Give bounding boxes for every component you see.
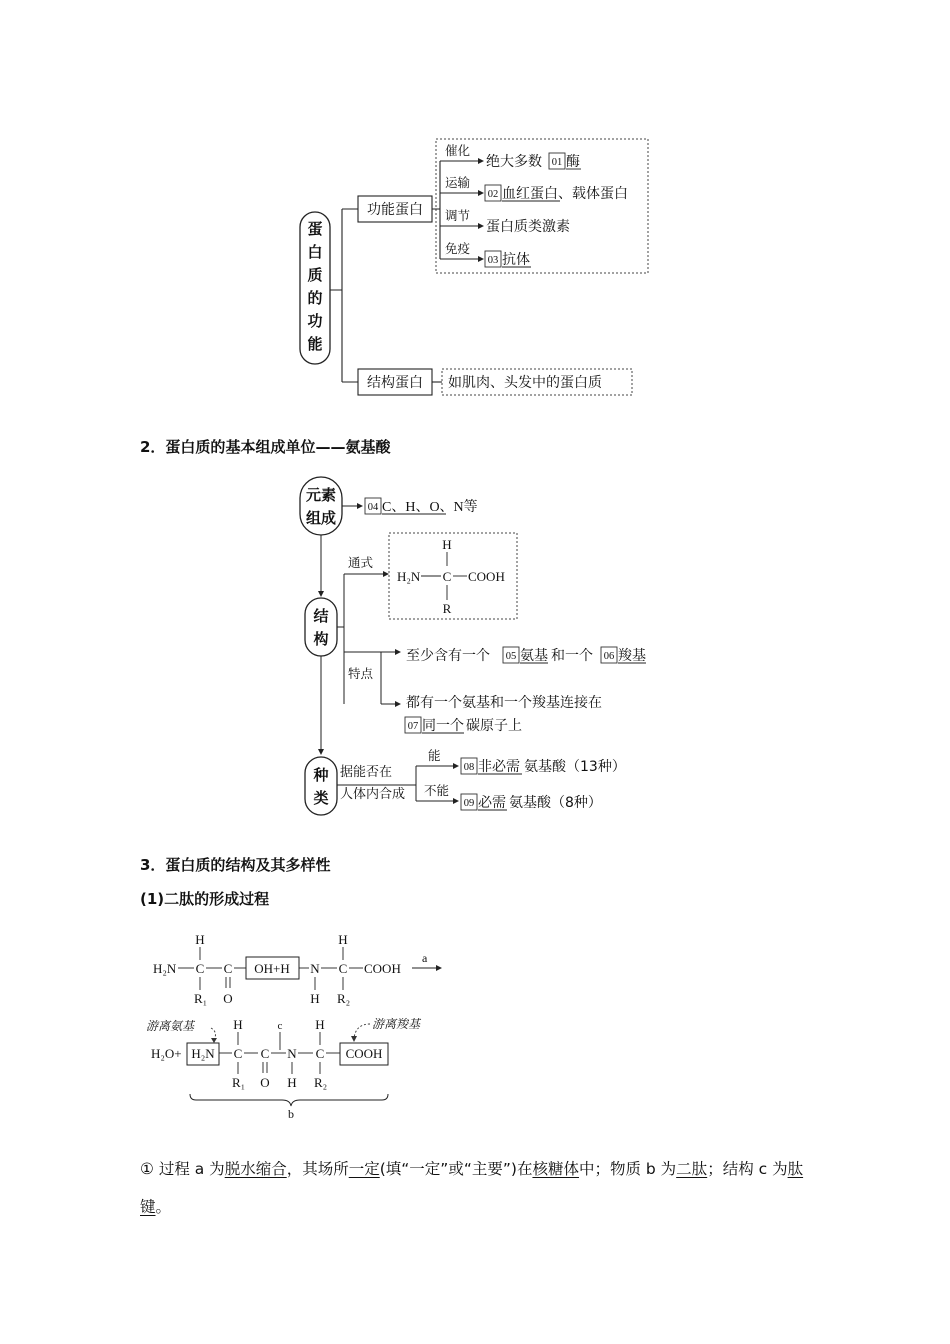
- char2-line1: 都有一个氨基和一个羧基连接在: [406, 695, 602, 711]
- bottom-nh: H: [287, 1075, 297, 1090]
- basis-line1: 据能否在: [340, 765, 393, 780]
- section-3-1-heading: (1)二肽的形成过程: [140, 890, 270, 908]
- formula-carboxyl-group: COOH: [468, 569, 505, 584]
- bottom-amino-box: H₂N: [191, 1046, 215, 1061]
- bottom-o: O: [260, 1075, 270, 1090]
- bottom-r1: R₁: [232, 1075, 246, 1090]
- top-c1: C: [195, 961, 205, 976]
- formula-r-group: R: [442, 601, 452, 616]
- top-amino: H₂N: [153, 961, 177, 976]
- type-label-2: 类: [313, 789, 329, 807]
- formula-central-carbon: C: [442, 569, 452, 584]
- answer-peptide-bond: 肽键: [140, 1160, 804, 1216]
- para-seg-4: 中；物质 b 为: [578, 1160, 677, 1178]
- element-label-1: 元素: [305, 486, 337, 504]
- char1-mid: 和一个: [551, 648, 593, 664]
- bottom-n: N: [287, 1046, 297, 1061]
- branch-text-immunity: 抗体: [502, 252, 530, 268]
- branch-text-catalysis-answer: 酶: [566, 154, 580, 170]
- formula-amino-group: H₂N: [397, 569, 421, 584]
- answer-dehydration: 脱水缩合: [224, 1160, 287, 1178]
- characteristics-label: 特点: [348, 666, 374, 681]
- top-h3: H: [338, 932, 348, 947]
- structural-protein-label: 结构蛋白: [367, 375, 423, 391]
- bottom-r2: R₂: [314, 1075, 328, 1090]
- root-char-4: 功: [307, 312, 323, 330]
- blank-number-06: 06: [603, 651, 615, 662]
- char2-same-one: 同一个: [422, 718, 464, 734]
- bottom-c2: C: [260, 1046, 270, 1061]
- bottom-h1: H: [233, 1017, 243, 1032]
- nonessential-underlined: 非必需: [478, 759, 520, 775]
- answer-ribosome: 核糖体: [532, 1160, 579, 1178]
- section-3-heading: 3．蛋白质的结构及其多样性: [140, 856, 331, 874]
- branch-label-regulation: 调节: [445, 208, 471, 223]
- top-o: O: [223, 991, 233, 1006]
- free-amino-annotation: 游离氨基: [146, 1019, 195, 1033]
- structure-label-1: 结: [313, 607, 329, 625]
- element-label-2: 组成: [305, 509, 337, 527]
- char1-amino: 氨基: [520, 648, 548, 664]
- bottom-water: H₂O+: [151, 1046, 182, 1061]
- answer-certainly: 一定: [348, 1160, 380, 1178]
- char1-carboxyl: 羧基: [618, 648, 646, 664]
- top-r1: R₁: [194, 991, 208, 1006]
- top-water-box: OH+H: [254, 961, 290, 976]
- basis-line2: 人体内合成: [340, 787, 406, 802]
- bottom-carboxyl-box: COOH: [345, 1046, 383, 1061]
- top-r2: R₂: [337, 991, 351, 1006]
- para-seg-6: 。: [155, 1198, 172, 1216]
- element-answer: C、H、O、N等: [382, 500, 478, 515]
- branch-label-catalysis: 催化: [445, 143, 471, 158]
- type-label-1: 种: [313, 766, 329, 784]
- blank-number-09: 09: [463, 798, 475, 809]
- blank-number-05: 05: [505, 651, 517, 662]
- bottom-h2: H: [315, 1017, 325, 1032]
- structure-label-2: 构: [313, 630, 329, 648]
- answer-paragraph: [140, 1150, 820, 1226]
- blank-number-01: 01: [551, 157, 563, 168]
- structural-protein-example: 如肌肉、头发中的蛋白质: [448, 375, 602, 391]
- blank-number-02: 02: [487, 189, 499, 200]
- para-seg-3: (填“一定”或“主要”)在: [379, 1160, 533, 1178]
- cannot-label: 不能: [424, 783, 450, 798]
- can-label: 能: [428, 748, 441, 763]
- branch-label-immunity: 免疫: [445, 241, 471, 256]
- top-n: N: [310, 961, 320, 976]
- blank-number-03: 03: [487, 255, 499, 266]
- top-carboxyl: COOH: [364, 961, 401, 976]
- char1-pre: 至少含有一个: [406, 648, 490, 664]
- root-char-3: 的: [307, 289, 323, 307]
- section-2-heading: 2．蛋白质的基本组成单位——氨基酸: [140, 438, 391, 456]
- essential-underlined: 必需: [478, 795, 506, 811]
- formula-h-top: H: [442, 537, 452, 552]
- blank-number-08: 08: [463, 762, 475, 773]
- product-b-label: b: [288, 1107, 294, 1121]
- bottom-c3: C: [315, 1046, 325, 1061]
- top-c3: C: [338, 961, 348, 976]
- blank-number-07: 07: [407, 721, 419, 732]
- para-seg-5: ；结构 c 为: [707, 1160, 788, 1178]
- para-seg-1: ① 过程 a 为: [140, 1160, 225, 1178]
- para-seg-2: ，其场所: [286, 1160, 349, 1178]
- top-h1: H: [195, 932, 205, 947]
- branch-text-transport: 血红蛋白、载体蛋白: [502, 186, 628, 202]
- top-c2: C: [223, 961, 233, 976]
- root-char-1: 白: [307, 243, 323, 261]
- nonessential-rest: 氨基酸（13种）: [524, 759, 626, 775]
- root-char-0: 蛋: [307, 220, 323, 238]
- branch-text-catalysis-pre: 绝大多数: [486, 154, 542, 170]
- bottom-c1: C: [233, 1046, 243, 1061]
- top-nh: H: [310, 991, 320, 1006]
- blank-number-04: 04: [367, 502, 379, 513]
- root-char-2: 质: [307, 266, 323, 284]
- char2-post: 碳原子上: [466, 718, 522, 734]
- answer-dipeptide: 二肽: [676, 1160, 708, 1178]
- branch-text-regulation: 蛋白质类激素: [486, 219, 570, 235]
- branch-label-transport: 运输: [445, 175, 471, 190]
- essential-rest: 氨基酸（8种）: [509, 795, 602, 811]
- process-a-label: a: [422, 951, 428, 965]
- function-protein-label: 功能蛋白: [367, 202, 423, 218]
- root-char-5: 能: [307, 335, 323, 353]
- general-formula-label: 通式: [348, 555, 374, 570]
- peptide-bond-c-label: c: [277, 1020, 283, 1032]
- free-carboxyl-annotation: 游离羧基: [372, 1017, 421, 1031]
